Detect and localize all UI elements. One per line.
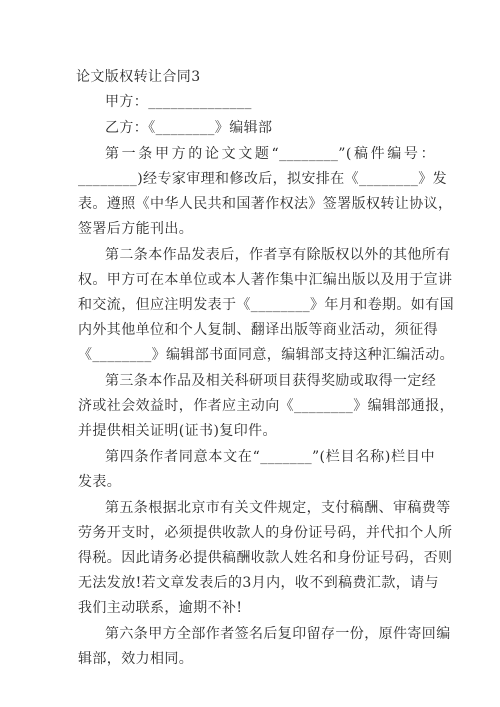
party-b-line: 乙方：《________》编辑部 — [105, 120, 273, 136]
clause-4-line-1: 第四条作者同意本文在“_______”(栏目名称)栏目中 — [105, 449, 435, 465]
clause-5-line-1: 第五条根据北京市有关文件规定，支付稿酬、审稿费等 — [105, 500, 451, 516]
clause-1-line-4: 签署后方能刊出。 — [78, 221, 194, 237]
party-a-line: 甲方：______________ — [105, 94, 252, 110]
clause-3-line-2: 济或社会效益时，作者应主动向《________》编辑部通报， — [78, 398, 454, 414]
clause-1-line-3: 表。遵照《中华人民共和国著作权法》签署版权转让协议， — [78, 196, 453, 212]
clause-3-line-3: 并提供相关证明(证书)复印件。 — [78, 423, 277, 439]
clause-3-line-1: 第三条本作品及相关科研项目获得奖励或取得一定经 — [105, 373, 437, 389]
clause-1-line-2: ________)经专家审理和修改后，拟安排在《________》发 — [78, 171, 448, 187]
clause-2-line-2: 权。甲方可在本单位或本人著作集中汇编出版以及用于宣讲 — [78, 272, 453, 288]
clause-5-line-3: 得税。因此请务必提供稿酬收款人姓名和身份证号码，否则 — [78, 550, 453, 566]
clause-5-line-5: 我们主动联系，逾期不补! — [78, 600, 243, 616]
clause-2-line-5: 《________》编辑部书面同意，编辑部支持这种汇编活动。 — [78, 347, 454, 363]
clause-2-line-4: 内外其他单位和个人复制、翻译出版等商业活动，须征得 — [78, 322, 438, 338]
clause-6-line-2: 辑部，效力相同。 — [78, 651, 194, 667]
clause-1-line-1: 第一条甲方的论文文题“________”(稿件编号： — [105, 146, 435, 162]
clause-5-line-2: 劳务开支时，必须提供收款人的身份证号码，并代扣个人所 — [78, 525, 453, 541]
clause-5-line-4: 无法发放!若文章发表后的3月内，收不到稿费汇款，请与 — [78, 575, 439, 591]
clause-4-line-2: 发表。 — [78, 474, 122, 490]
clause-2-line-1: 第二条本作品发表后，作者享有除版权以外的其他所有 — [105, 247, 451, 263]
document-title: 论文版权转让合同3 — [76, 69, 201, 85]
clause-6-line-1: 第六条甲方全部作者签名后复印留存一份，原件寄回编 — [105, 626, 451, 642]
clause-2-line-3: 和交流，但应注明发表于《________》年月和卷期。如有国 — [78, 297, 454, 313]
